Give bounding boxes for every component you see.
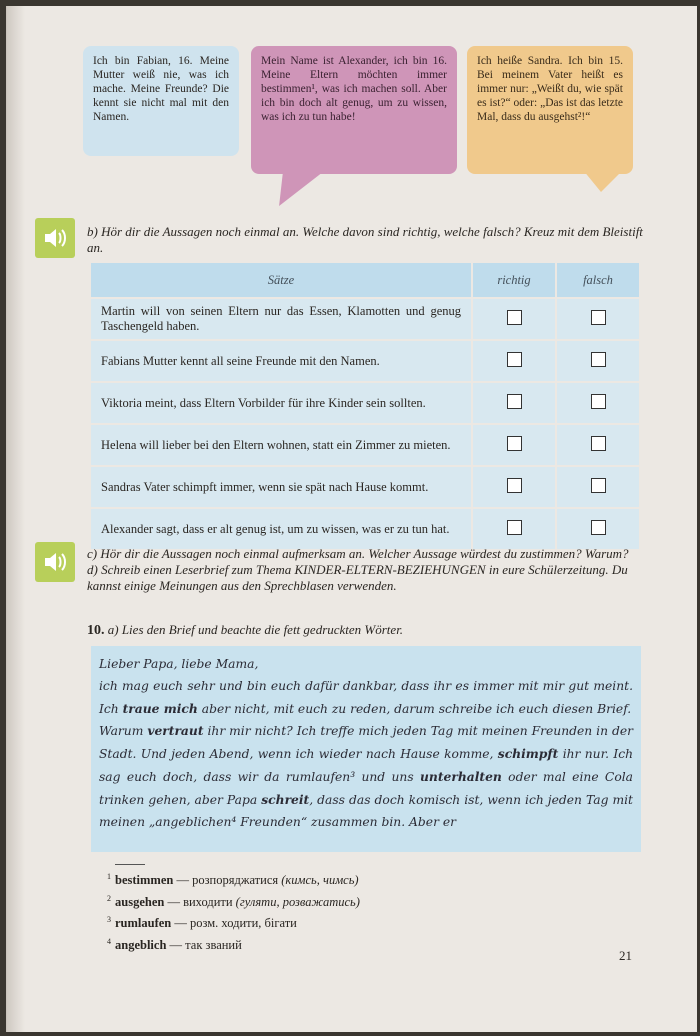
false-checkbox[interactable] <box>591 436 606 451</box>
false-checkbox[interactable] <box>591 478 606 493</box>
statements-table <box>91 263 639 549</box>
task-cd-instructions <box>87 546 647 594</box>
true-checkbox[interactable] <box>507 352 522 367</box>
task-d-instruction: d) Schreib einen Leserbrief zum Thema KINDER-ELTERN-BEZIEHUNGEN in eure Schülerzeitung. Du kannst einige Meinungen aus den Sprechblasen verwenden. <box>87 562 628 593</box>
table-row <box>91 424 639 466</box>
table-row <box>91 466 639 508</box>
statement-text: Sandras Vater schimpft immer, wenn sie spät nach Hause kommt. <box>91 466 472 508</box>
statement-text: Alexander sagt, dass er alt genug ist, um zu wissen, was er zu tun hat. <box>91 508 472 549</box>
false-checkbox[interactable] <box>591 394 606 409</box>
table-row <box>91 508 639 549</box>
audio-icon[interactable] <box>35 542 75 582</box>
task-b-instruction: b) Hör dir die Aussagen noch einmal an. Welche davon sind richtig, welche falsch? Kreuz mit dem Bleistift an. <box>87 224 643 255</box>
task-c-instruction: c) Hör dir die Aussagen noch einmal aufmerksam an. Welcher Aussage würdest du zustimmen? Warum? <box>87 546 629 561</box>
true-checkbox[interactable] <box>507 436 522 451</box>
true-checkbox[interactable] <box>507 394 522 409</box>
speech-bubble-fabian: Ich bin Fabian, 16. Meine Mutter weiß nie, was ich mache. Meine Freunde? Die kennt sie nicht mal mit den Namen. <box>83 46 239 156</box>
task-10-heading <box>87 622 403 639</box>
true-checkbox[interactable] <box>507 310 522 325</box>
true-checkbox[interactable] <box>507 478 522 493</box>
task-number: 10. <box>87 623 105 638</box>
table-row <box>91 340 639 382</box>
false-checkbox[interactable] <box>591 310 606 325</box>
false-checkbox[interactable] <box>591 352 606 367</box>
column-header-false: falsch <box>556 263 639 298</box>
speech-bubble-tail <box>583 170 631 192</box>
letter-paragraph: ich mag euch sehr und bin euch dafür dankbar, dass ihr es immer mit mir gut meint. Ich traue mich aber nicht, mit euch zu reden, darum schreibe ich euch diesen Brief. <box>99 678 633 716</box>
statement-text: Martin will von seinen Eltern nur das Essen, Klamotten und genug Taschengeld haben. <box>91 298 472 340</box>
column-header-true: richtig <box>472 263 556 298</box>
column-header-statements: Sätze <box>91 263 472 298</box>
footnote: $^1$ bestimmen — розпоряджатися (кимсь, чимсь) <box>107 872 359 888</box>
statement-text: Fabians Mutter kennt all seine Freunde mit den Namen. <box>91 340 472 382</box>
speech-bubble-alexander: Mein Name ist Alexander, ich bin 16. Meine Eltern möchten immer bestimmen¹, was ich machen soll. Aber ich bin doch alt genug, um zu wissen, was ich zu tun habe! <box>251 46 457 174</box>
letter-paragraph: Warum vertraut ihr mir nicht? Ich treffe mich jeden Tag mit meinen Freunden in der Stadt. Und jeden Abend, wenn ich wieder nach Hause komme, schimpft ihr nur. Ich sag euch doch, dass wir da rumlaufen³ und uns unterhalten oder mal eine Cola trinken gehen, aber Papa schreit, dass das doch komisch ist, wenn ich jeden Tag mit meinen „angeblichen⁴ Freunden“ zusammen bin. Aber er <box>99 723 633 829</box>
false-checkbox[interactable] <box>591 520 606 535</box>
footnote: $^3$ rumlaufen — розм. ходити, бігати <box>107 915 297 931</box>
footnote: $^4$ angeblich — так званий <box>107 936 242 953</box>
table-row <box>91 298 639 340</box>
footnote: $^2$ ausgehen — виходити (гуляти, розважатись) <box>107 893 360 909</box>
task-10-instruction: a) Lies den Brief und beachte die fett gedruckten Wörter. <box>107 622 404 637</box>
audio-icon[interactable] <box>35 218 75 258</box>
letter-greeting: Lieber Papa, liebe Mama, <box>99 657 259 671</box>
statement-text: Helena will lieber bei den Eltern wohnen, statt ein Zimmer zu mieten. <box>91 424 472 466</box>
statement-text: Viktoria meint, dass Eltern Vorbilder für ihre Kinder sein sollten. <box>91 382 472 424</box>
true-checkbox[interactable] <box>507 520 522 535</box>
table-row <box>91 382 639 424</box>
page-number: 21 <box>619 948 632 963</box>
textbook-page <box>6 6 697 1032</box>
speech-bubble-sandra: Ich heiße Sandra. Ich bin 15. Bei meinem Vater heißt es immer nur: „Weißt du, wie spät es ist?“ oder: „Das ist das letzte Mal, dass du ausgehst²!“ <box>467 46 633 174</box>
speech-bubble-tail <box>267 172 323 206</box>
letter-box <box>91 646 641 852</box>
footnote-divider <box>115 864 145 865</box>
footnotes <box>107 868 360 955</box>
